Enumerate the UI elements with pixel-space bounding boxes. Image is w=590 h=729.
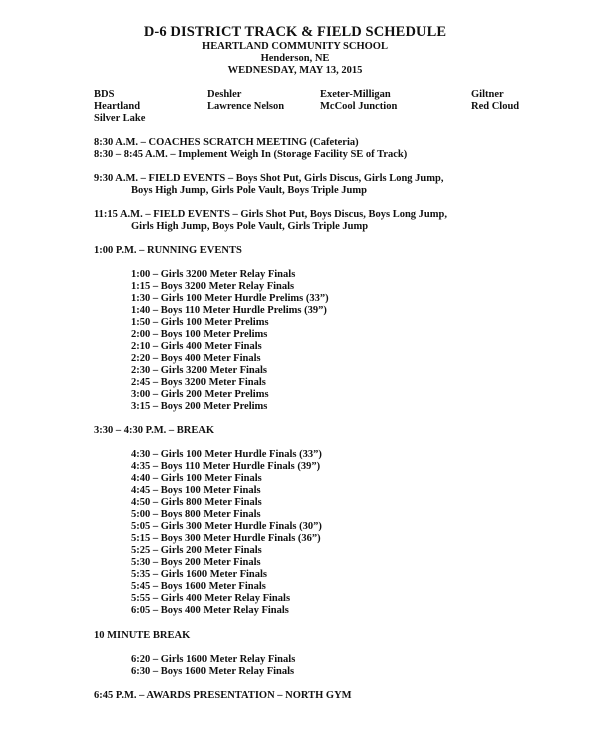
schedule-event: 5:55 – Girls 400 Meter Relay Finals xyxy=(131,593,291,604)
schedule-event: 4:50 – Girls 800 Meter Finals xyxy=(131,497,262,508)
location: Henderson, NE xyxy=(260,53,330,64)
school-name: Giltner xyxy=(471,89,504,100)
implement-weigh-in: 8:30 – 8:45 A.M. – Implement Weigh In (Storage Facility SE of Track) xyxy=(94,149,408,160)
schedule-event: 2:20 – Boys 400 Meter Finals xyxy=(131,353,261,364)
coaches-meeting: 8:30 A.M. – COACHES SCRATCH MEETING (Cafeteria) xyxy=(94,137,359,148)
field-events-930: 9:30 A.M. – FIELD EVENTS – Boys Shot Put, Girls Discus, Girls Long Jump, xyxy=(94,173,444,184)
schedule-event: 5:30 – Boys 200 Meter Finals xyxy=(131,557,261,568)
ten-minute-break: 10 MINUTE BREAK xyxy=(94,630,191,641)
schedule-event: 3:00 – Girls 200 Meter Prelims xyxy=(131,389,269,400)
running-events-header: 1:00 P.M. – RUNNING EVENTS xyxy=(94,245,242,256)
field-events-1115-cont: Girls High Jump, Boys Pole Vault, Girls Triple Jump xyxy=(131,221,369,232)
awards-presentation: 6:45 P.M. – AWARDS PRESENTATION – NORTH GYM xyxy=(94,690,352,701)
schedule-event: 1:15 – Boys 3200 Meter Relay Finals xyxy=(131,281,295,292)
break-header: 3:30 – 4:30 P.M. – BREAK xyxy=(94,425,215,436)
schedule-event: 6:20 – Girls 1600 Meter Relay Finals xyxy=(131,654,296,665)
schedule-event: 1:40 – Boys 110 Meter Hurdle Prelims (39”) xyxy=(131,305,327,316)
school-name: Exeter-Milligan xyxy=(320,89,391,100)
schedule-event: 1:30 – Girls 100 Meter Hurdle Prelims (33”) xyxy=(131,293,329,304)
schedule-event: 5:45 – Boys 1600 Meter Finals xyxy=(131,581,266,592)
school-name: Deshler xyxy=(207,89,242,100)
schedule-event: 2:30 – Girls 3200 Meter Finals xyxy=(131,365,267,376)
school-name: Lawrence Nelson xyxy=(207,101,285,112)
schedule-event: 5:05 – Girls 300 Meter Hurdle Finals (30”) xyxy=(131,521,322,532)
schedule-event: 4:45 – Boys 100 Meter Finals xyxy=(131,485,261,496)
schedule-event: 6:05 – Boys 400 Meter Relay Finals xyxy=(131,605,289,616)
schedule-event: 5:35 – Girls 1600 Meter Finals xyxy=(131,569,267,580)
field-events-930-cont: Boys High Jump, Girls Pole Vault, Boys Triple Jump xyxy=(131,185,367,196)
school-name: Red Cloud xyxy=(471,101,520,112)
schedule-event: 2:45 – Boys 3200 Meter Finals xyxy=(131,377,266,388)
school-name: Silver Lake xyxy=(94,113,146,124)
schedule-event: 1:00 – Girls 3200 Meter Relay Finals xyxy=(131,269,296,280)
schedule-event: 5:25 – Girls 200 Meter Finals xyxy=(131,545,262,556)
schedule-event: 2:00 – Boys 100 Meter Prelims xyxy=(131,329,268,340)
schedule-event: 5:15 – Boys 300 Meter Hurdle Finals (36”) xyxy=(131,533,321,544)
schedule-event: 4:40 – Girls 100 Meter Finals xyxy=(131,473,262,484)
schedule-event: 4:35 – Boys 110 Meter Hurdle Finals (39”) xyxy=(131,461,321,472)
schedule-event: 5:00 – Boys 800 Meter Finals xyxy=(131,509,261,520)
school-name: BDS xyxy=(94,89,115,100)
schedule-event: 6:30 – Boys 1600 Meter Relay Finals xyxy=(131,666,295,677)
schedule-event: 1:50 – Girls 100 Meter Prelims xyxy=(131,317,269,328)
schedule-event: 3:15 – Boys 200 Meter Prelims xyxy=(131,401,268,412)
school-name: McCool Junction xyxy=(320,101,398,112)
school-name: Heartland xyxy=(94,101,141,112)
schedule-event: 4:30 – Girls 100 Meter Hurdle Finals (33”) xyxy=(131,449,322,460)
event-date: WEDNESDAY, MAY 13, 2015 xyxy=(227,65,363,76)
page-title: D-6 DISTRICT TRACK & FIELD SCHEDULE xyxy=(143,24,447,40)
field-events-1115: 11:15 A.M. – FIELD EVENTS – Girls Shot Put, Boys Discus, Boys Long Jump, xyxy=(94,209,447,220)
schedule-event: 2:10 – Girls 400 Meter Finals xyxy=(131,341,262,352)
host-school: HEARTLAND COMMUNITY SCHOOL xyxy=(202,41,388,52)
